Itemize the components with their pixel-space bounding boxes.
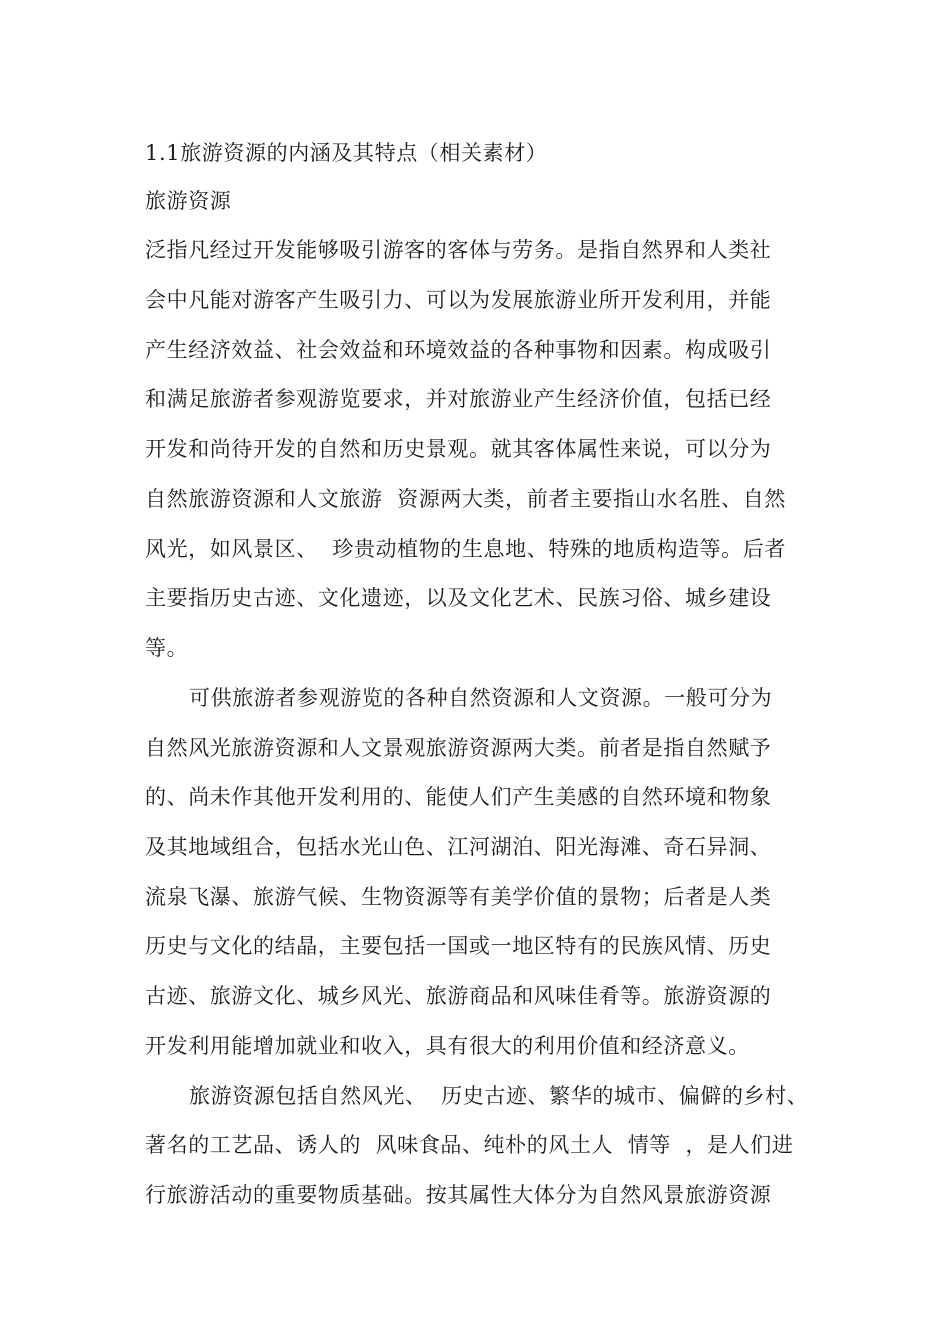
paragraph-2-line: 的、尚未作其他开发利用的、能使人们产生美感的自然环境和物象 <box>145 785 772 809</box>
paragraph-3-line: 著名的工艺品、诱人的 风味食品、纯朴的风土人 情等 ，是人们进 <box>145 1133 794 1157</box>
section-heading: 1.1旅游资源的内涵及其特点（相关素材） <box>145 141 548 165</box>
paragraph-3-line: 旅游资源包括自然风光、 历史古迹、繁华的城市、偏僻的乡村、 <box>189 1084 809 1108</box>
paragraph-1-line: 主要指历史古迹、文化遗迹，以及文化艺术、民族习俗、城乡建设 <box>145 586 772 610</box>
paragraph-1-line: 自然旅游资源和人文旅游 资源两大类，前者主要指山水名胜、自然 <box>145 487 786 511</box>
paragraph-2-line: 自然风光旅游资源和人文景观旅游资源两大类。前者是指自然赋予 <box>145 736 772 760</box>
subheading: 旅游资源 <box>145 189 232 213</box>
paragraph-2-line: 及其地域组合，包括水光山色、江河湖泊、阳光海滩、奇石异洞、 <box>145 835 772 859</box>
paragraph-2-line: 古迹、旅游文化、城乡风光、旅游商品和风味佳肴等。旅游资源的 <box>145 984 772 1008</box>
paragraph-1-line: 等。 <box>145 636 189 660</box>
paragraph-2-line: 流泉飞瀑、旅游气候、生物资源等有美学价值的景物；后者是人类 <box>145 885 772 909</box>
paragraph-1-line: 产生经济效益、社会效益和环境效益的各种事物和因素。构成吸引 <box>145 338 772 362</box>
paragraph-1-line: 和满足旅游者参观游览要求，并对旅游业产生经济价值，包括已经 <box>145 387 772 411</box>
paragraph-1-line: 风光，如风景区、 珍贵动植物的生息地、特殊的地质构造等。后者 <box>145 537 786 561</box>
paragraph-2-line: 开发利用能增加就业和收入，具有很大的利用价值和经济意义。 <box>145 1034 750 1058</box>
paragraph-3-line: 行旅游活动的重要物质基础。按其属性大体分为自然风景旅游资源 <box>145 1183 772 1207</box>
paragraph-1-line: 开发和尚待开发的自然和历史景观。就其客体属性来说，可以分为 <box>145 437 772 461</box>
paragraph-1-line: 泛指凡经过开发能够吸引游客的客体与劳务。是指自然界和人类社 <box>145 238 772 262</box>
paragraph-1-line: 会中凡能对游客产生吸引力、可以为发展旅游业所开发利用，并能 <box>145 288 772 312</box>
paragraph-2-line: 可供旅游者参观游览的各种自然资源和人文资源。一般可分为 <box>189 686 773 710</box>
paragraph-2-line: 历史与文化的结晶，主要包括一国或一地区特有的民族风情、历史 <box>145 934 772 958</box>
